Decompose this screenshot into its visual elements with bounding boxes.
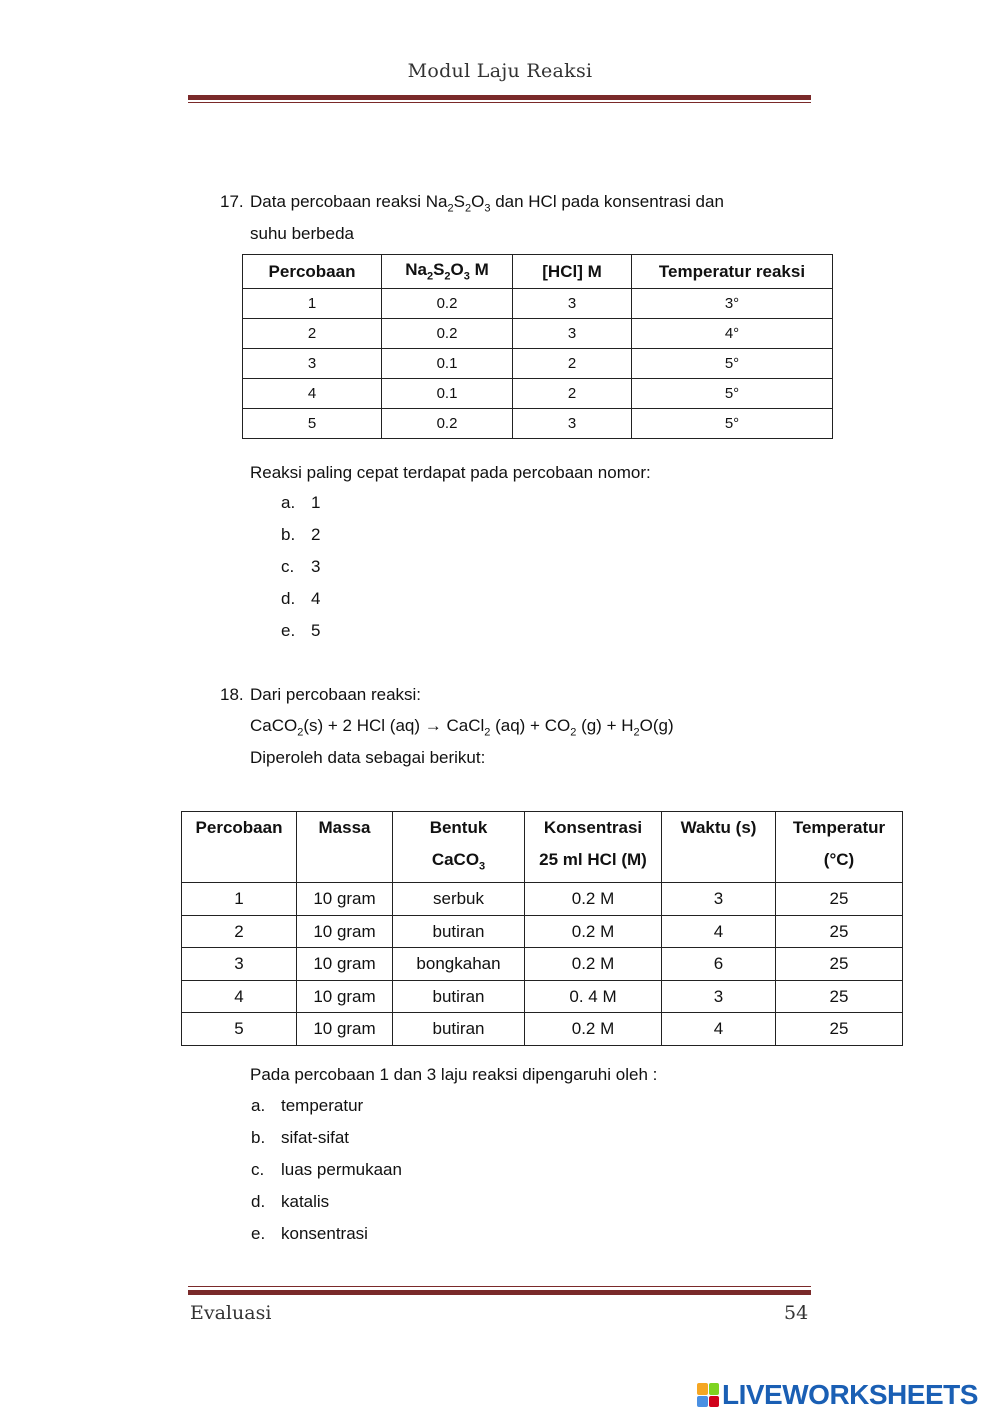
table-cell: 25 (776, 883, 903, 916)
answer-option[interactable] (251, 1096, 363, 1116)
table-cell: 10 gram (297, 948, 393, 981)
option-text: 5 (311, 621, 321, 640)
table-row (182, 883, 903, 916)
answer-option[interactable] (251, 1224, 368, 1244)
answer-option[interactable] (281, 525, 320, 545)
table-cell: 10 gram (297, 980, 393, 1013)
option-text: 1 (311, 493, 321, 512)
q18-data-table (181, 811, 903, 1046)
table-row (243, 409, 833, 439)
option-text: konsentrasi (281, 1224, 368, 1243)
table-cell: 4° (632, 319, 833, 349)
table-cell: 3 (513, 289, 632, 319)
table-header-cell: Waktu (s) (662, 812, 776, 883)
table-cell: 5° (632, 379, 833, 409)
table-cell: 25 (776, 980, 903, 1013)
table-cell: 6 (662, 948, 776, 981)
q17-data-table (242, 254, 833, 439)
option-label: d. (281, 589, 296, 608)
table-cell: 4 (243, 379, 382, 409)
option-label: e. (251, 1224, 266, 1243)
table-row (243, 289, 833, 319)
footer-rule (188, 1290, 811, 1295)
option-label: e. (281, 621, 296, 640)
option-text: sifat-sifat (281, 1128, 350, 1147)
table-header-row (243, 255, 833, 289)
table-cell: 3° (632, 289, 833, 319)
option-label: c. (251, 1160, 265, 1179)
table-cell: 3 (513, 409, 632, 439)
table-row (182, 948, 903, 981)
table-cell: 4 (662, 1013, 776, 1046)
table-cell: 0.2 M (525, 948, 662, 981)
option-text: katalis (281, 1192, 330, 1211)
table-cell: 0.2 (382, 319, 513, 349)
table-row (243, 319, 833, 349)
table-cell: 5° (632, 349, 833, 379)
table-cell: 1 (243, 289, 382, 319)
table-cell: 25 (776, 915, 903, 948)
table-cell: 0.2 (382, 409, 513, 439)
header-rule (188, 95, 811, 100)
table-cell: 10 gram (297, 915, 393, 948)
table-header-cell: Massa (297, 812, 393, 883)
table-cell: 0.1 (382, 379, 513, 409)
option-text: 3 (311, 557, 321, 576)
table-cell: 5 (243, 409, 382, 439)
option-label: a. (281, 493, 296, 512)
answer-option[interactable] (281, 557, 320, 577)
q18-number: 18. (220, 685, 244, 704)
table-cell: 10 gram (297, 883, 393, 916)
table-cell: 0.2 M (525, 915, 662, 948)
table-cell: 2 (513, 379, 632, 409)
answer-option[interactable] (281, 589, 320, 609)
table-cell: 4 (182, 980, 297, 1013)
page-header-title: Modul Laju Reaksi (407, 60, 593, 82)
header-rule-thin (188, 102, 811, 103)
answer-option[interactable] (251, 1128, 349, 1148)
option-label: b. (281, 525, 296, 544)
table-row (243, 349, 833, 379)
table-cell: 3 (243, 349, 382, 379)
table-cell: 3 (513, 319, 632, 349)
table-cell: 5° (632, 409, 833, 439)
table-row (182, 915, 903, 948)
option-text: luas permukaan (281, 1160, 402, 1179)
table-cell: 2 (513, 349, 632, 379)
table-cell: 0.2 (382, 289, 513, 319)
q18-stem-line3: Diperoleh data sebagai berikut: (250, 748, 486, 767)
footer-page-number: 54 (784, 1302, 809, 1324)
table-cell: 2 (243, 319, 382, 349)
option-label: d. (251, 1192, 266, 1211)
table-header-cell: Bentuk CaCO$_3$ (393, 812, 525, 883)
table-cell: 0.1 (382, 349, 513, 379)
table-row (182, 1013, 903, 1046)
q17-number: 17. (220, 192, 244, 211)
table-header-cell: Temperatur (°C) (776, 812, 903, 883)
q18-stem-line1: Dari percobaan reaksi: (250, 685, 422, 704)
table-cell: 3 (662, 883, 776, 916)
table-header-cell: $Na_2S_2O_3$ M (382, 255, 513, 289)
table-cell: 10 gram (297, 1013, 393, 1046)
table-header-row (182, 812, 903, 883)
brand-name: LIVEWORKSHEETS (722, 1379, 978, 1410)
table-cell: butiran (393, 980, 525, 1013)
table-cell: 0.2 M (525, 1013, 662, 1046)
table-header-cell: Temperatur reaksi (632, 255, 833, 289)
table-cell: 25 (776, 948, 903, 981)
table-header-cell: [HCl] M (513, 255, 632, 289)
table-cell: serbuk (393, 883, 525, 916)
table-cell: 3 (182, 948, 297, 981)
option-text: temperatur (281, 1096, 364, 1115)
q17-stem-line1: Data percobaan reaksi $Na_2S_2O_3$ dan HCl pada konsentrasi dan (250, 192, 724, 215)
option-text: 4 (311, 589, 321, 608)
table-cell: butiran (393, 915, 525, 948)
footer-rule-thin (188, 1286, 811, 1287)
footer-section: Evaluasi (190, 1302, 272, 1324)
q18-equation: CaCO$_2$(s) + 2 HCl (aq) → CaCl$_2$ $(aq) + CO_2$ $(g) + H_2O(g)$ (250, 716, 674, 739)
table-header-cell: Percobaan (182, 812, 297, 883)
q17-stem-line2: suhu berbeda (250, 224, 354, 243)
q18-question: Pada percobaan 1 dan 3 laju reaksi dipengaruhi oleh : (250, 1065, 658, 1084)
answer-option[interactable] (281, 493, 320, 513)
table-cell: 1 (182, 883, 297, 916)
answer-option[interactable] (281, 621, 320, 641)
liveworksheets-brand[interactable] (697, 1380, 978, 1410)
table-cell: 0. 4 M (525, 980, 662, 1013)
table-cell: bongkahan (393, 948, 525, 981)
table-header-cell: Percobaan (243, 255, 382, 289)
table-cell: 4 (662, 915, 776, 948)
liveworksheets-logo-icon (697, 1383, 719, 1407)
table-cell: 25 (776, 1013, 903, 1046)
table-cell: 2 (182, 915, 297, 948)
table-cell: 0.2 M (525, 883, 662, 916)
option-label: a. (251, 1096, 266, 1115)
answer-option[interactable] (251, 1192, 329, 1212)
table-cell: 3 (662, 980, 776, 1013)
option-label: c. (281, 557, 295, 576)
table-cell: butiran (393, 1013, 525, 1046)
table-row (243, 379, 833, 409)
q17-question: Reaksi paling cepat terdapat pada percobaan nomor: (250, 463, 651, 482)
option-label: b. (251, 1128, 266, 1147)
option-text: 2 (311, 525, 321, 544)
answer-option[interactable] (251, 1160, 402, 1180)
table-header-cell: Konsentrasi 25 ml HCl (M) (525, 812, 662, 883)
table-row (182, 980, 903, 1013)
table-cell: 5 (182, 1013, 297, 1046)
